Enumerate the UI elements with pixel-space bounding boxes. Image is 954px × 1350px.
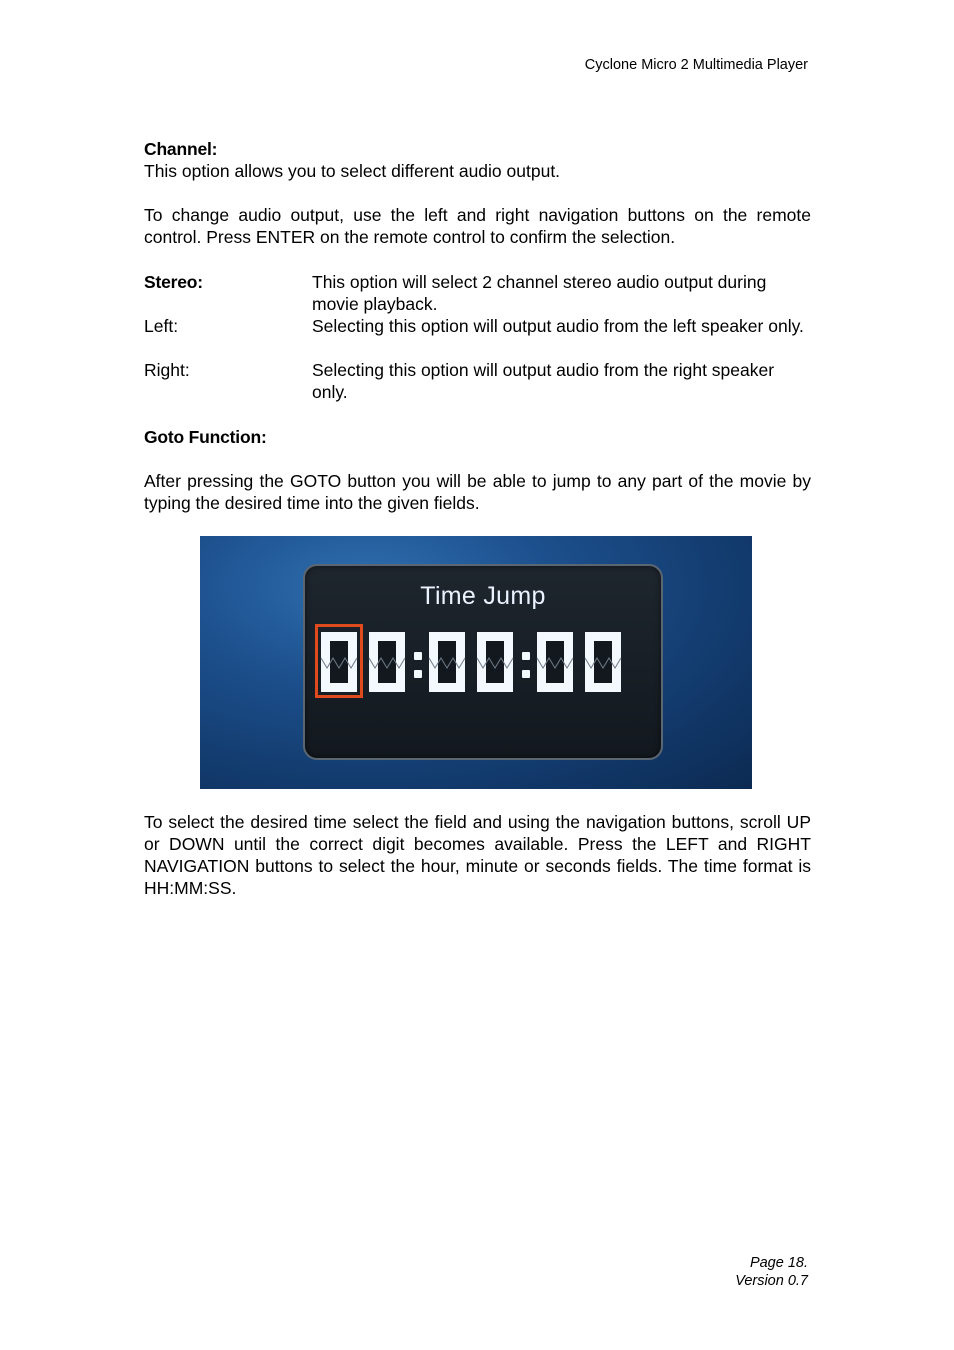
- channel-heading: Channel:: [144, 139, 218, 159]
- time-jump-dialog: [303, 564, 663, 760]
- time-separator: [411, 630, 425, 694]
- channel-intro: This option allows you to select different audio output.: [144, 161, 561, 181]
- time-digit[interactable]: [367, 630, 407, 694]
- option-label-right: Right:: [144, 360, 190, 380]
- option-label-left: Left:: [144, 316, 179, 336]
- option-description-left: Selecting this option will output audio from the left speaker only.: [312, 316, 804, 336]
- document-header: Cyclone Micro 2 Multimedia Player: [584, 57, 808, 73]
- page-number: Page 18.: [749, 1255, 808, 1271]
- option-description-stereo: This option will select 2 channel stereo audio output during movie playback.: [312, 272, 767, 314]
- goto-intro: After pressing the GOTO button you will be able to jump to any part of the movie by typing the desired time into the given fields.: [144, 471, 811, 513]
- time-digit[interactable]: [475, 630, 515, 694]
- time-digit[interactable]: [427, 630, 467, 694]
- version-label: Version 0.7: [735, 1273, 808, 1289]
- time-digit[interactable]: [535, 630, 575, 694]
- option-description-right: Selecting this option will output audio from the right speaker only.: [312, 360, 775, 402]
- time-jump-title: Time Jump: [420, 582, 546, 610]
- goto-heading: Goto Function:: [144, 427, 267, 447]
- time-jump-screenshot: [200, 536, 752, 789]
- option-label-stereo: Stereo:: [144, 272, 203, 292]
- goto-instructions: To select the desired time select the field and using the navigation buttons, scroll UP or DOWN until the correct digit becomes available. Press the LEFT and RIGHT NAVIGATION buttons to select the hour, minute or seconds fields. The time format is HH:MM:SS.: [144, 812, 811, 898]
- time-separator: [519, 630, 533, 694]
- time-digit[interactable]: [583, 630, 623, 694]
- channel-instructions: To change audio output, use the left and right navigation buttons on the remote control. Press ENTER on the remote control to confirm the selection.: [144, 205, 811, 247]
- time-digit[interactable]: [319, 630, 359, 694]
